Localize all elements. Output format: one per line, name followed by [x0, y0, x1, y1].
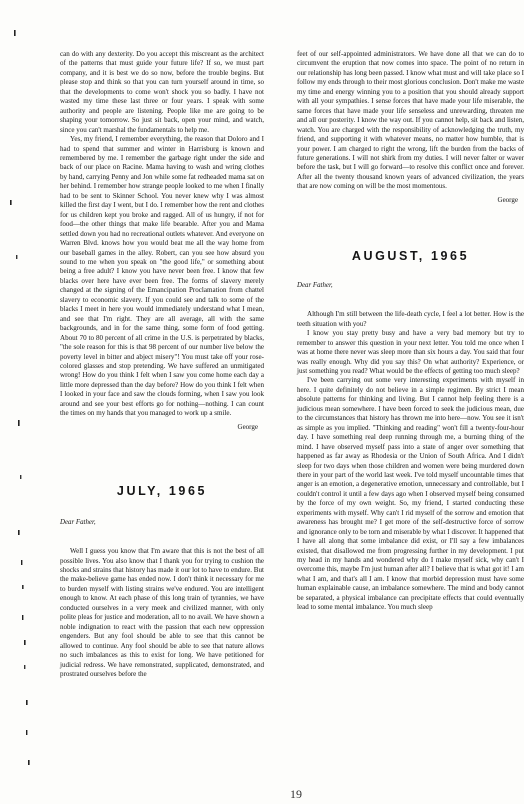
letter-signature: George	[237, 422, 258, 431]
letter-paragraph: can do with any dexterity. Do you accept this miscreant as the architect of the patterns that must guide your future life? If so, we must part company, and it is best we do so now, before the trouble begins. But please stop and think so that you can turn yourself around in time, so that the developments to come won't shock you so badly. I have not wasted my time these last three or four years. I speak with some authority and people are listening. People like me are going to be shaping your tomorrow. So just sit back, open your mind, and watch, since you can't marshal the fundamentals to help me.	[60, 50, 264, 134]
letter-paragraph: I know you stay pretty busy and have a very bad memory but try to remember to answer this question in your next letter. You told me once when I was at home there never was sleep more than six hours a day. You said that four was really enough. Why did you say this? On what authority? Experience, or just something you read? What would be the effects of getting too much sleep?	[297, 329, 524, 375]
letter-paragraph: Yes, my friend, I remember everything, the reason that Doloro and I had to spend that summer and winter in Harrisburg is known and remembered by me. I remember the garbage right under the side and back of our place on Racine. Mama having to wash and wring clothes by hand, carrying Penny and Jon while some fat redheaded mama sat on her behind. I remember how strange people looked to me when I finally had to be sent to Skinner School. You never knew why I was almost killed the first day I went, but I do. I remember how the rent and clothes for us children kept you broke and ragged. All of us hungry, if not for food—the other things that make life bearable. After you and Mama settled down you had no recreational outlets whatever. And everyone on Warren Blvd. knows how you would beat me all the way home from our baseball games in the alley. Robert, can you see how absurd you sound to me when you speak on "the good life," or something about being a free adult? I know you have never been free. I know that few blacks over here have ever been free. The forms of slavery merely changed at the signing of the Emancipation Proclamation from chattel slavery to economic slavery. If you could see and talk to some of the blacks I meet in here you would immediately understand what I mean, and see that I'm right. They are all average, all with the same backgrounds, and in for the same thing, some form of food getting. About 70 to 80 percent of all crime in the U.S. is perpetrated by blacks, "the sole reason for this is that 98 percent of our number live below the poverty level in bitter and abject misery"! You must take off your rose-colored glasses and stop pretending. We have suffered an unmitigated wrong! How do you think I felt when I saw you come home each day a little more depressed than the day before? How do you think I felt when I looked in your face and saw the clouds forming, when I saw you look around and see your best efforts go for nothing—nothing. I can count the times on my hands that you managed to work up a smile.	[60, 135, 264, 418]
letter-paragraph: Well I guess you know that I'm aware that this is not the best of all possible lives. You also know that I thank you for trying to cushion the shocks and strains that history has made it our lot to have to endure. But the make-believe game has ended now. I don't think it necessary for me to burden myself with listing strains we've endured. You are intelligent enough to know. At each phase of this long train of tyrannies, we have conducted ourselves in a very meek and civilized manner, with only polite pleas for justice and moderation, all to no avail. We have shown a noble indignation to react with the passion that each new oppression engenders. But any fool should be able to see that this cannot be allowed to continue. Any fool should be able to see that nature allows no such imbalances as this to exist for long. We have petitioned for judicial redress. We have remonstrated, supplicated, demonstrated, and prostrated ourselves before the	[60, 547, 264, 679]
letter-paragraph: Although I'm still between the life-death cycle, I feel a lot better. How is the teeth situation with you?	[297, 310, 524, 328]
letter-paragraph: I've been carrying out some very interesting experiments with myself in here. I quite definitely do not believe in a simple regimen. By strict I mean absolute patterns for thinking and living. But I cannot help feeling there is a judicious mean somewhere. I have been forced to seek the judicious mean, due to the circumstances that history has thrown me into here—now. You see it isn't as simple as you implied. "Thinking and reading" won't fill a twenty-four-hour day. I have something real deep running through me, a burning thing of the mind. I have observed myself pass into a state of anger over something that happened as far away as Rhodesia or the Union of South Africa. And I didn't sleep for two days when those children and women were being murdered down there in your part of the world last week. I've told myself uncountable times that anger is an emotion, a degenerative emotion, unnecessary and controllable, but I couldn't control it until a few days ago when I observed myself being consumed by the force of my own weight. So, my friend, I started conducting these experiments with myself. Why can't I rid myself of the sorrow and emotion that awareness has brought me? I get more of the self-destructive force of sorrow and ignorance only to be torn and miserable by what I discover. It happened that I have all along that some imbalance did exist, or I'll say a few imbalances existed, that disallowed me from progressing further in my development. I put my head in my hands and wondered why do I make myself sick, why can't I overcome this, maybe I'm just human after all? I believe that is what got it! I am what I am, and that's all I am. I know that morbid depression must have some human explainable cause, an imbalance somewhere. The mind and body cannot be separated, a physical imbalance can precipitate effects that could eventually lead to some mental imbalance. You much sleep	[297, 376, 524, 612]
letter-salutation: Dear Father,	[297, 282, 333, 290]
letter-paragraph: feet of our self-appointed administrators. We have done all that we can do to circumvent the eruption that now comes into space. The point of no return in our relationship has long been passed. I know what must and will take place so I follow my ends through to their most glorious conclusion. Don't make me waste my time and energy winning you to a position that you should already support with all your sympathies. I sense forces that have made your life miserable, the same forces that have made your life senseless and unrewarding, threaten me and all our posterity. I know the way out. If you cannot help, sit back and listen, watch. You are charged with the responsibility of acknowledging the truth, my friend, and supporting it with whatever means, no matter how humble, that is your power. I am charged to right the wrong, lift the burden from the backs of future generations. I will not shirk from my duties. I will never falter or waver before the task, but I will go forward—to resolve this conflict once and forever. After all the twenty thousand known years of advanced civilization, the years that are now coming on will be the most momentous.	[297, 50, 524, 191]
page-number: 19	[290, 787, 302, 801]
right-column	[297, 50, 524, 613]
letter-signature: George	[497, 195, 518, 204]
letter-salutation: Dear Father,	[60, 519, 96, 527]
letter-date-heading: AUGUST, 1965	[351, 249, 470, 264]
margin-scan-marks	[0, 0, 50, 804]
left-column	[60, 50, 264, 679]
letter-date-heading: JULY, 1965	[116, 484, 208, 499]
